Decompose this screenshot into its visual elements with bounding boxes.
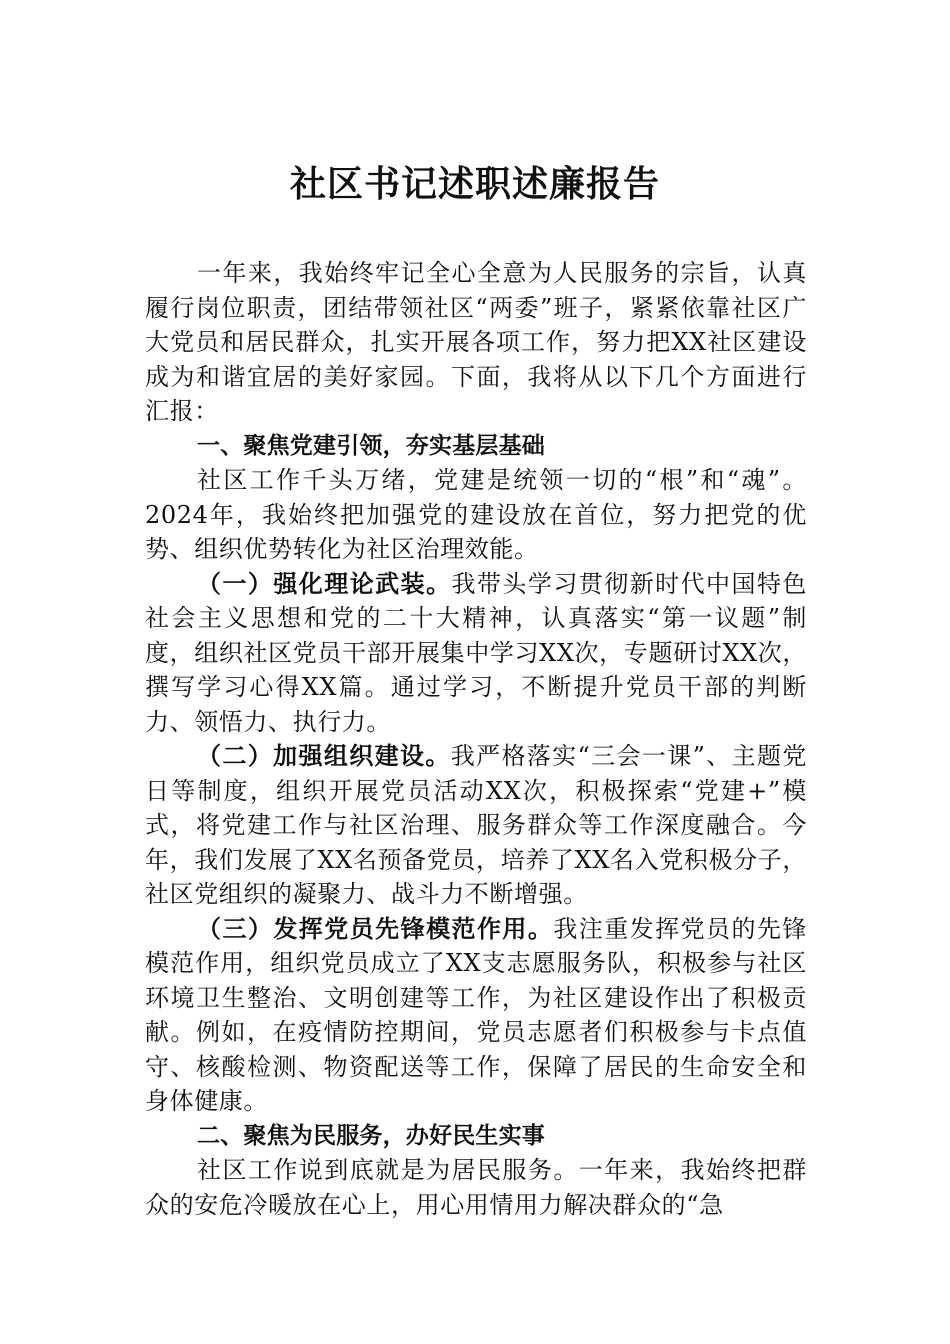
section-1-item-3-text: 我注重发挥党员的先锋模范作用，组织党员成立了XX支志愿服务队，积极参与社区环境卫生整治、文明创建等工作，为社区建设作出了积极贡献。例如，在疫情防控期间，党员志愿者们积极参与卡点值守、核酸检测、物资配送等工作，保障了居民的生命安全和身体健康。 xyxy=(145,914,807,1115)
section-1-item-2-text: 我严格落实“三会一课”、主题党日等制度，组织开展党员活动XX次，积极探索“党建+”模式，将党建工作与社区治理、服务群众等工作深度融合。今年，我们发展了XX名预备党员，培养了XX名入党积极分子，社区党组织的凝聚力、战斗力不断增强。 xyxy=(145,742,808,908)
section-1-heading: 一、聚焦党建引领，夯实基层基础 xyxy=(197,432,545,459)
section-1-lead-paragraph: 社区工作千头万绪，党建是统领一切的“根”和“魂”。2024年，我始终把加强党的建设放在首位，努力把党的优势、组织优势转化为社区治理效能。 xyxy=(145,466,807,563)
document-body xyxy=(145,256,807,1222)
document-title: 社区书记述职述廉报告 xyxy=(289,163,660,205)
section-1-item-3-paragraph xyxy=(145,912,807,1119)
section-1-item-1-paragraph xyxy=(145,567,807,740)
section-2-lead-paragraph: 社区工作说到底就是为居民服务。一年来，我始终把群众的安危冷暖放在心上，用心用情用力解决群众的“急 xyxy=(145,1156,807,1219)
section-1-item-2-paragraph xyxy=(145,739,807,912)
section-1-item-1-label: （一）强化理论武装。 xyxy=(197,568,452,598)
intro-paragraph: 一年来，我始终牢记全心全意为人民服务的宗旨，认真履行岗位职责，团结带领社区“两委”班子，紧紧依靠社区广大党员和居民群众，扎实开展各项工作，努力把XX社区建设成为和谐宜居的美好家园。下面，我将从以下几个方面进行汇报： xyxy=(145,259,807,425)
section-1-item-1-text: 我带头学习贯彻新时代中国特色社会主义思想和党的二十大精神，认真落实“第一议题”制度，组织社区党员干部开展集中学习XX次，专题研讨XX次，撰写学习心得XX篇。通过学习，不断提升党员干部的判断力、领悟力、执行力。 xyxy=(145,569,808,736)
section-2-heading: 二、聚焦为民服务，办好民生实事 xyxy=(197,1122,545,1149)
section-1-item-2-label: （二）加强组织建设。 xyxy=(197,741,451,770)
section-1-item-3-label: （三）发挥党员先锋模范作用。 xyxy=(197,913,554,943)
